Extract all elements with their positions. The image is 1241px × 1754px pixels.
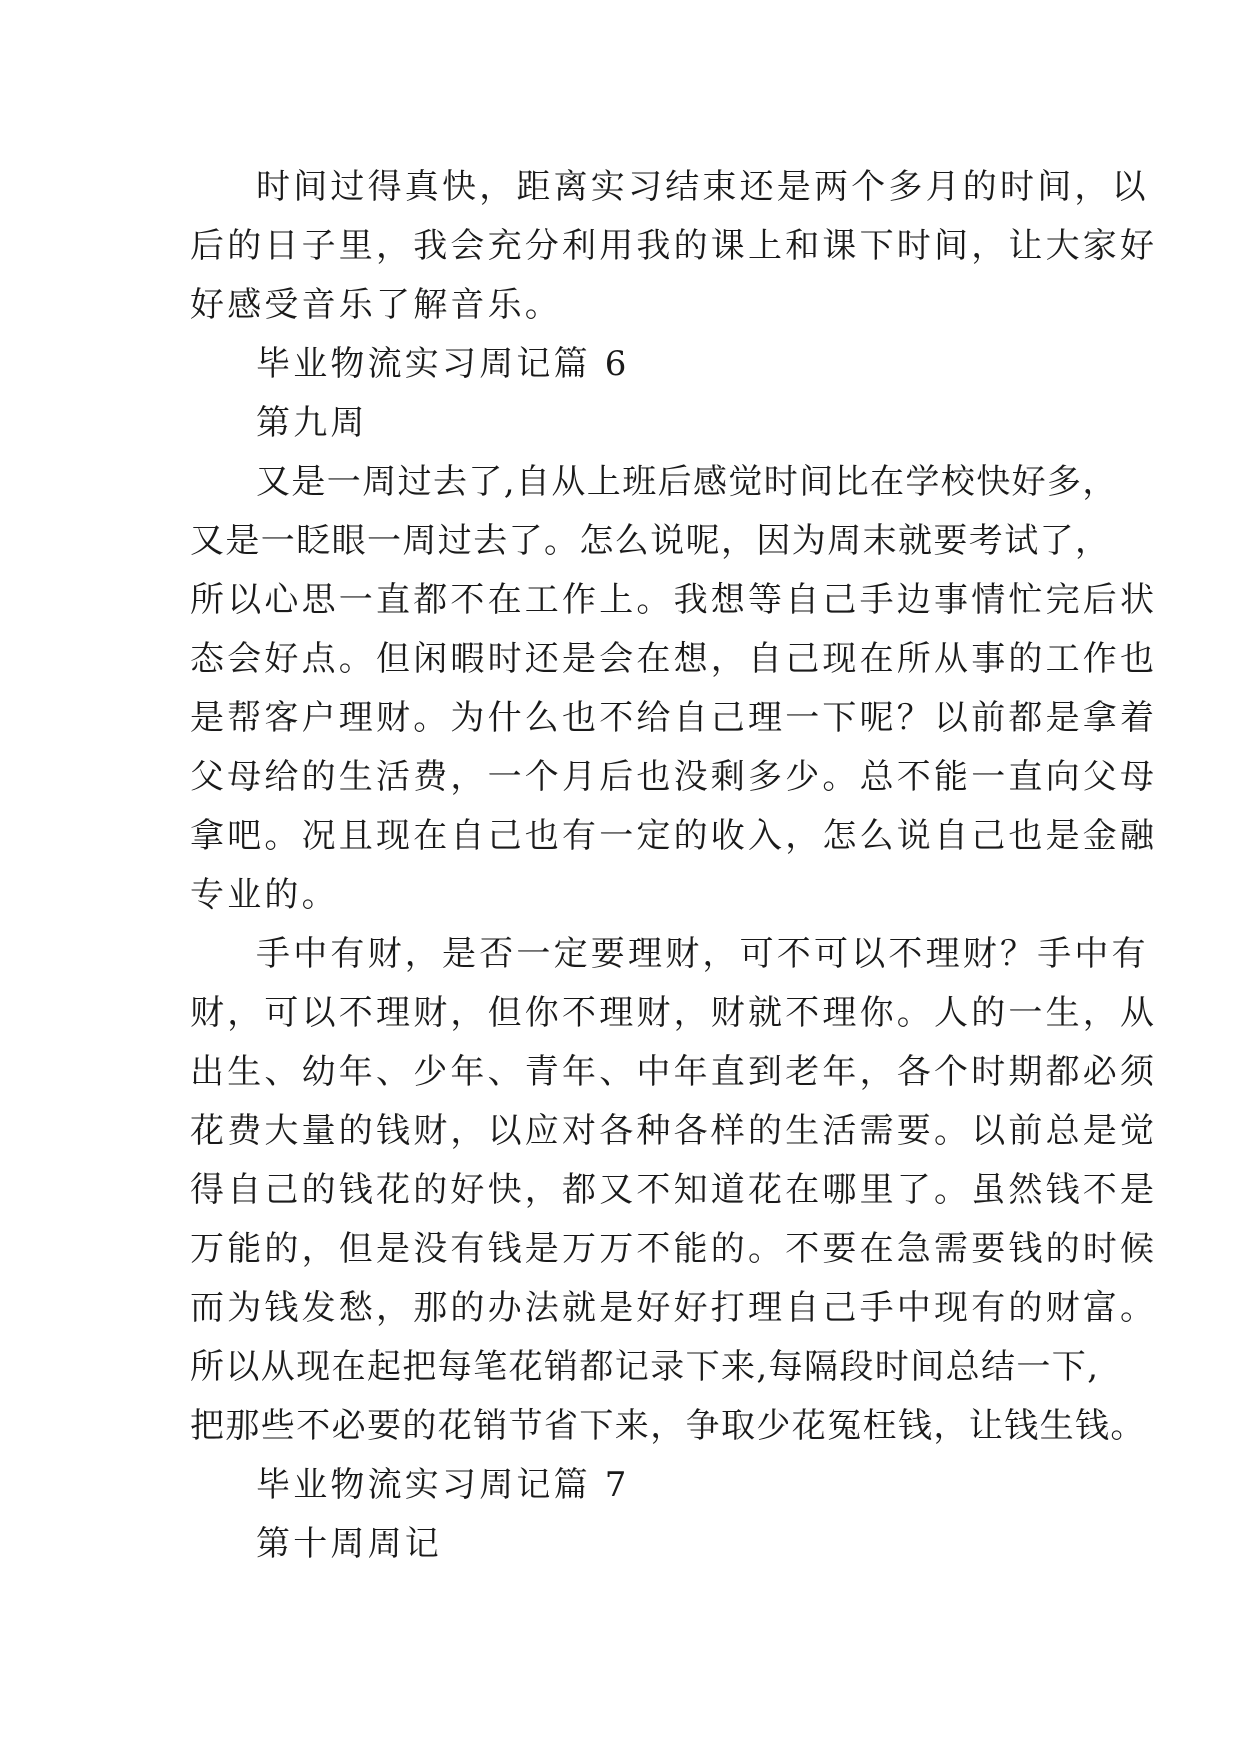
paragraph-line: 父母给的生活费，一个月后也没剩多少。总不能一直向父母 <box>190 757 1158 797</box>
paragraph-line: 专业的。 <box>190 875 339 915</box>
paragraph-line: 万能的，但是没有钱是万万不能的。不要在急需要钱的时候 <box>190 1229 1158 1269</box>
paragraph-line: 把那些不必要的花销节省下来，争取少花冤枉钱，让钱生钱。 <box>190 1406 1146 1446</box>
paragraph-line: 又是一周过去了,自从上班后感觉时间比在学校快好多， <box>256 462 1118 502</box>
paragraph-line: 后的日子里，我会充分利用我的课上和课下时间，让大家好 <box>190 226 1158 266</box>
paragraph-line: 得自己的钱花的好快，都又不知道花在哪里了。虽然钱不是 <box>190 1170 1158 1210</box>
paragraph-line: 出生、幼年、少年、青年、中年直到老年，各个时期都必须 <box>190 1052 1158 1092</box>
paragraph-line: 而为钱发愁，那的办法就是好好打理自己手中现有的财富。 <box>190 1288 1158 1328</box>
paragraph-line: 手中有财，是否一定要理财，可不可以不理财？手中有 <box>256 934 1149 974</box>
paragraph-line: 是帮客户理财。为什么也不给自己理一下呢？以前都是拿着 <box>190 698 1158 738</box>
section-heading: 毕业物流实习周记篇 7 <box>256 1465 630 1505</box>
week-heading: 第九周 <box>256 403 368 443</box>
paragraph-line: 所以心思一直都不在工作上。我想等自己手边事情忙完后状 <box>190 580 1158 620</box>
week-heading: 第十周周记 <box>256 1524 442 1564</box>
paragraph-line: 花费大量的钱财，以应对各种各样的生活需要。以前总是觉 <box>190 1111 1158 1151</box>
paragraph-line: 财，可以不理财，但你不理财，财就不理你。人的一生，从 <box>190 993 1158 1033</box>
section-heading: 毕业物流实习周记篇 6 <box>256 344 630 384</box>
document-body <box>190 158 1158 1574</box>
paragraph-line: 所以从现在起把每笔花销都记录下来,每隔段时间总结一下, <box>190 1347 1100 1387</box>
paragraph-line: 拿吧。况且现在自己也有一定的收入，怎么说自己也是金融 <box>190 816 1158 856</box>
paragraph-line: 又是一眨眼一周过去了。怎么说呢，因为周末就要考试了， <box>190 521 1111 561</box>
paragraph-line: 时间过得真快，距离实习结束还是两个多月的时间，以 <box>256 167 1149 207</box>
paragraph-line: 态会好点。但闲暇时还是会在想，自己现在所从事的工作也 <box>190 639 1158 679</box>
paragraph-line: 好感受音乐了解音乐。 <box>190 285 562 325</box>
